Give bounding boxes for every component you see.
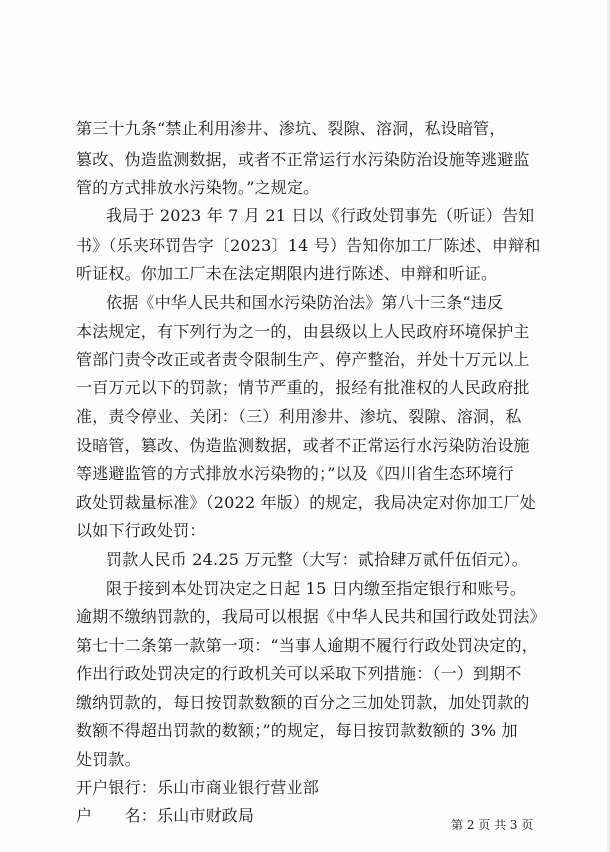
- text-line-16: 罚款人民币 24.25 万元整（大写：贰拾肆万贰仟伍佰元）。: [106, 550, 528, 569]
- text-line-2: 篡改、伪造监测数据，或者不正常运行水污染防治设施等逃避监: [76, 150, 530, 169]
- text-line-19: 第七十二条第一款第一项：“当事人逾期不履行行政处罚决定的，: [76, 636, 538, 655]
- text-line-5: 书》（乐夹环罚告字〔2023〕14 号）告知你加工厂陈述、申辩和: [76, 236, 541, 255]
- text-line-20: 作出行政处罚决定的行政机关可以采取下列措施：（一）到期不: [76, 664, 522, 683]
- page-number: 第 2 页 共 3 页: [451, 818, 534, 832]
- text-line-11: 准，责令停业、关闭：（三）利用渗井、渗坑、裂隙、溶洞，私: [76, 407, 522, 426]
- text-line-7: 依据《中华人民共和国水污染防治法》第八十三条“违反: [106, 293, 504, 312]
- text-line-18: 逾期不缴纳罚款的，我局可以根据《中华人民共和国行政处罚法》: [76, 607, 546, 626]
- text-line-1: 第三十九条“禁止利用渗井、渗坑、裂隙、溶洞，私设暗管，: [76, 119, 506, 138]
- text-line-17: 限于接到本处罚决定之日起 15 日内缴至指定银行和账号。: [106, 579, 527, 598]
- text-line-8: 本法规定，有下列行为之一的，由县级以上人民政府环境保护主: [76, 322, 530, 341]
- text-line-6: 听证权。你加工厂未在法定期限内进行陈述、申辩和听证。: [76, 264, 498, 283]
- text-line-22: 数额不得超出罚款的数额；”的规定，每日按罚款数额的 3% 加: [76, 721, 518, 740]
- text-line-4: 我局于 2023 年 7 月 21 日以《行政处罚事先（听证）告知: [106, 206, 535, 225]
- text-line-23: 处罚款。: [76, 750, 141, 769]
- text-line-10: 一百万元以下的罚款；情节严重的，报经有批准权的人民政府批: [76, 378, 530, 397]
- text-line-13: 等逃避监管的方式排放水污染物的；”以及《四川省生态环境行: [76, 464, 514, 483]
- text-line-12: 设暗管，篡改、伪造监测数据，或者不正常运行水污染防治设施: [76, 436, 530, 455]
- text-line-14: 政处罚裁量标准》（2022 年版）的规定，我局决定对你加工厂处: [76, 493, 537, 512]
- text-line-21: 缴纳罚款的，每日按罚款数额的百分之三加处罚款，加处罚款的: [76, 693, 530, 712]
- text-line-15: 以如下行政处罚：: [76, 521, 206, 540]
- bank-line: 开户银行：乐山市商业银行营业部: [76, 778, 320, 797]
- account-name-line: 户 名：乐山市财政局: [76, 806, 255, 825]
- text-line-9: 管部门责令改正或者责令限制生产、停产整治，并处十万元以上: [76, 350, 530, 369]
- text-line-3: 管的方式排放水污染物。”之规定。: [76, 178, 320, 197]
